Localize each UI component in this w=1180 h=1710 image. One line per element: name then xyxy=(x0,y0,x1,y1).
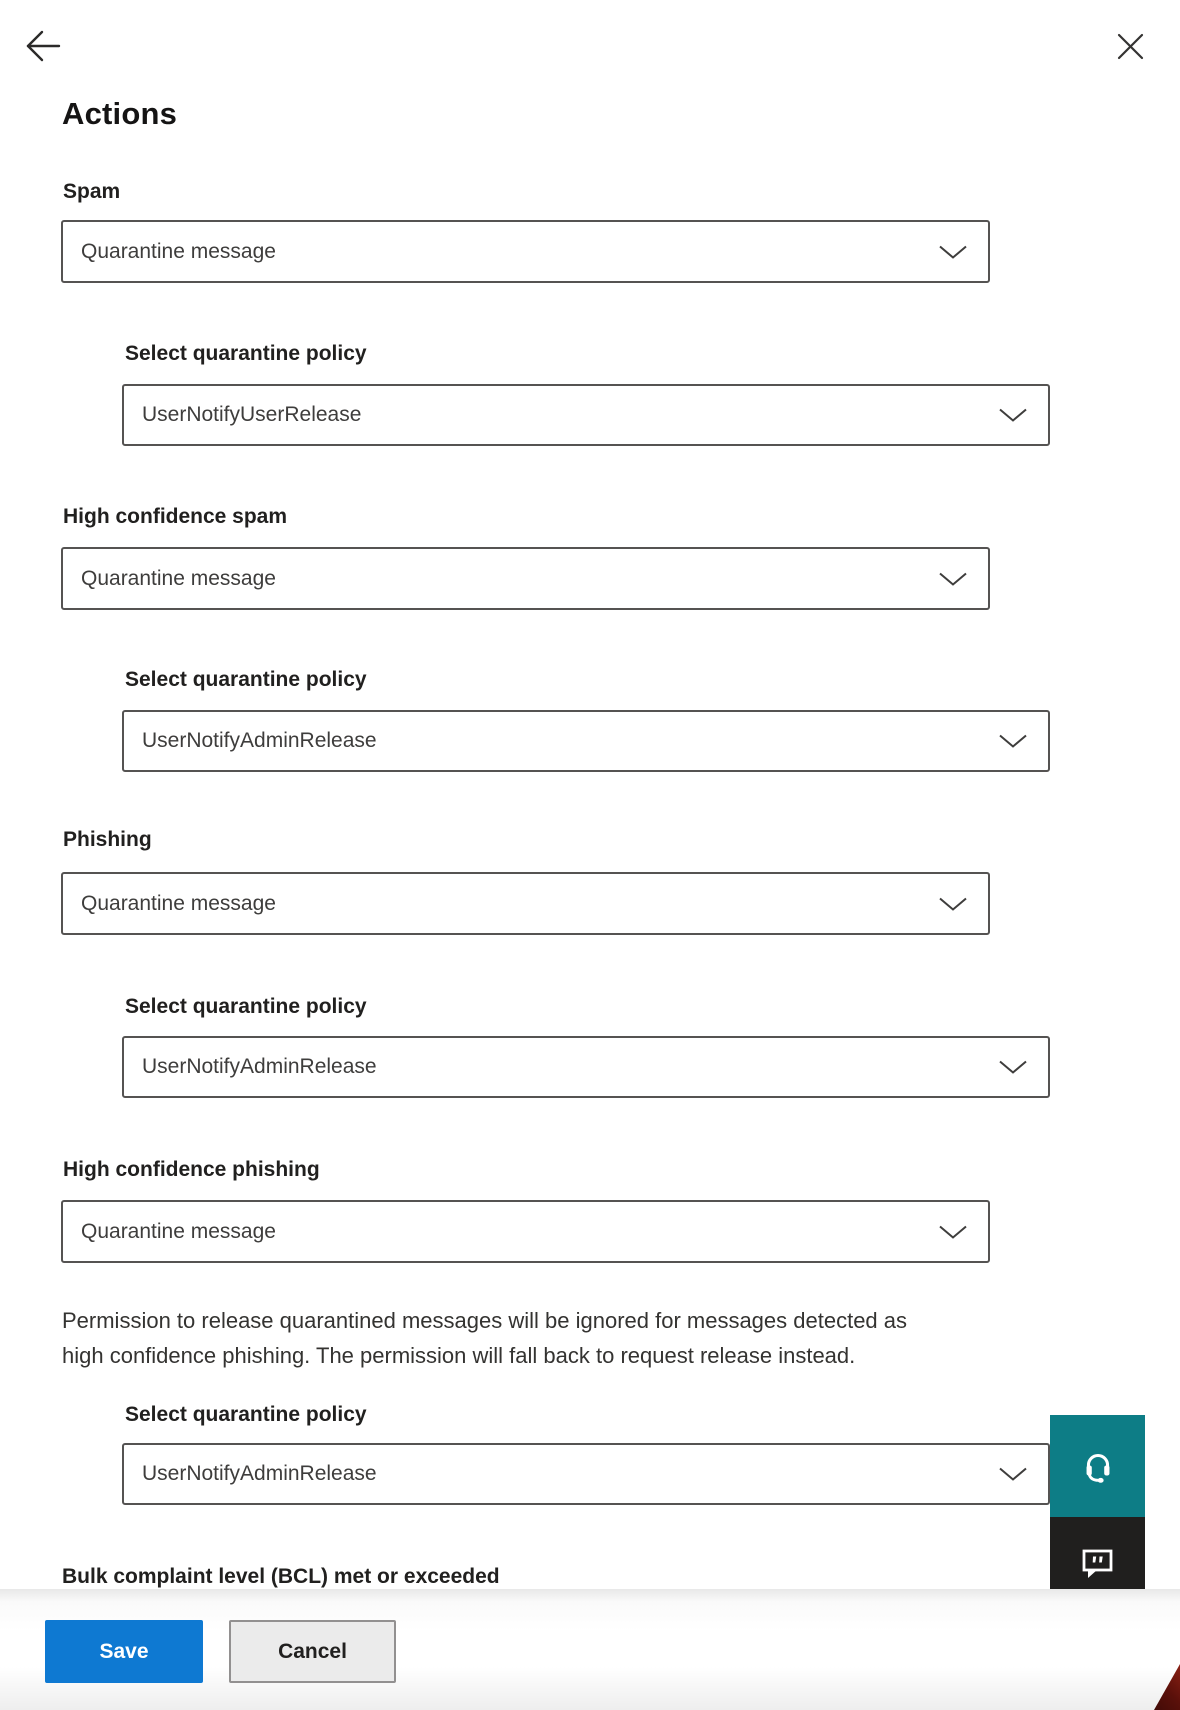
phishing-quarantine-policy-value: UserNotifyAdminRelease xyxy=(142,1055,377,1078)
help-button[interactable] xyxy=(1050,1415,1145,1517)
high-confidence-phishing-action-select[interactable] xyxy=(61,1200,990,1263)
chevron-down-icon xyxy=(998,1467,1028,1482)
back-arrow-icon xyxy=(25,29,61,63)
chevron-down-icon xyxy=(998,1060,1028,1075)
close-button[interactable] xyxy=(1117,33,1144,60)
back-button[interactable] xyxy=(25,29,61,63)
section-label-high-confidence-phishing: High confidence phishing xyxy=(63,1158,320,1181)
spam-action-select[interactable] xyxy=(61,220,990,283)
high-confidence-phishing-action-value: Quarantine message xyxy=(81,1219,276,1243)
spam-quarantine-policy-value: UserNotifyUserRelease xyxy=(142,403,362,426)
spam-quarantine-policy-select[interactable] xyxy=(122,384,1050,446)
high-confidence-phishing-quarantine-policy-select[interactable] xyxy=(122,1443,1050,1505)
spam-action-value: Quarantine message xyxy=(81,239,276,263)
high-confidence-phishing-quarantine-policy-value: UserNotifyAdminRelease xyxy=(142,1462,377,1485)
high-confidence-spam-action-select[interactable] xyxy=(61,547,990,610)
note-line: Permission to release quarantined messages will be ignored for messages detected as xyxy=(62,1308,908,1333)
chevron-down-icon xyxy=(938,571,968,586)
policy-label-spam: Select quarantine policy xyxy=(125,342,367,365)
chevron-down-icon xyxy=(938,1224,968,1239)
phishing-action-select[interactable] xyxy=(61,872,990,935)
chevron-down-icon xyxy=(998,408,1028,423)
save-button[interactable]: Save xyxy=(45,1620,203,1683)
phishing-action-value: Quarantine message xyxy=(81,891,276,915)
chevron-down-icon xyxy=(998,734,1028,749)
chevron-down-icon xyxy=(938,244,968,259)
feedback-chat-icon xyxy=(1078,1544,1118,1584)
policy-label-phishing: Select quarantine policy xyxy=(125,995,367,1018)
high-confidence-spam-action-value: Quarantine message xyxy=(81,566,276,590)
section-label-phishing: Phishing xyxy=(63,828,152,851)
cancel-button[interactable]: Cancel xyxy=(229,1620,396,1683)
section-label-bulk-complaint-level: Bulk complaint level (BCL) met or exceeded xyxy=(62,1565,500,1588)
close-icon xyxy=(1117,33,1144,60)
note-line: high confidence phishing. The permission will fall back to request release instead. xyxy=(62,1343,856,1368)
policy-label-high-confidence-phishing: Select quarantine policy xyxy=(125,1403,367,1426)
section-label-high-confidence-spam: High confidence spam xyxy=(63,505,288,528)
high-confidence-spam-quarantine-policy-select[interactable] xyxy=(122,710,1050,772)
footer-bar xyxy=(0,1589,1180,1710)
phishing-quarantine-policy-select[interactable] xyxy=(122,1036,1050,1098)
page-title: Actions xyxy=(62,96,178,131)
policy-label-high-confidence-spam: Select quarantine policy xyxy=(125,668,367,691)
high-confidence-phishing-note xyxy=(62,1303,1142,1373)
section-label-spam: Spam xyxy=(63,180,121,203)
chevron-down-icon xyxy=(938,896,968,911)
high-confidence-spam-quarantine-policy-value: UserNotifyAdminRelease xyxy=(142,729,377,752)
headset-icon xyxy=(1077,1444,1119,1488)
